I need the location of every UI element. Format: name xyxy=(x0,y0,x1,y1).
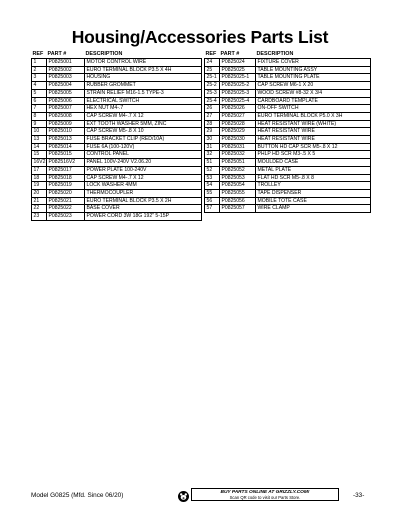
ref-cell: 54 xyxy=(205,182,220,190)
ref-cell: 3 xyxy=(32,74,47,82)
table-row xyxy=(205,112,371,120)
part-number-cell: P0825015 xyxy=(47,151,85,159)
part-number-cell: P0825051 xyxy=(220,159,256,167)
ref-cell: 31 xyxy=(205,143,220,151)
description-cell: CONTROL PANEL xyxy=(85,151,202,159)
table-row xyxy=(205,136,371,144)
description-cell: TABLE MOUNTING ASSY xyxy=(256,66,371,74)
column-header-ref: REF xyxy=(32,51,44,57)
description-cell: EURO TERMINAL BLOCK P3.5 X 4H xyxy=(85,66,202,74)
description-cell: POWER PLATE 100-240V xyxy=(85,166,202,174)
part-number-cell: P0825025 xyxy=(220,66,256,74)
table-row xyxy=(32,182,202,190)
ref-cell: 5 xyxy=(32,89,47,97)
ref-cell: 32 xyxy=(205,151,220,159)
column-header-part: PART # xyxy=(47,51,67,57)
part-number-cell: P0825025-1 xyxy=(220,74,256,82)
ref-cell: 25-2 xyxy=(205,82,220,90)
table-row xyxy=(32,89,202,97)
description-cell: POWER CORD 3W 18G 192" 5-15P xyxy=(85,213,202,221)
ref-cell: 25-4 xyxy=(205,97,220,105)
description-cell: HEAT RESISTANT WIRE xyxy=(256,136,371,144)
ref-cell: 25-3 xyxy=(205,89,220,97)
column-header-part: PART # xyxy=(220,51,240,57)
promo-subline: Scan QR code to visit our Parts Store. xyxy=(229,495,301,501)
ref-cell: 51 xyxy=(205,159,220,167)
table-row xyxy=(205,205,371,213)
table-row xyxy=(32,59,202,67)
description-cell: ELECTRICAL SWITCH xyxy=(85,97,202,105)
ref-cell: 24 xyxy=(205,59,220,67)
column-header-ref: REF xyxy=(205,51,217,57)
part-number-cell: P0825026 xyxy=(220,105,256,113)
ref-cell: 25 xyxy=(205,66,220,74)
table-row xyxy=(205,166,371,174)
ref-cell: 6 xyxy=(32,97,47,105)
part-number-cell: P0825056 xyxy=(220,197,256,205)
column-header-description: DESCRIPTION xyxy=(85,51,123,57)
table-row xyxy=(32,213,202,221)
ref-cell: 13 xyxy=(32,136,47,144)
table-row xyxy=(205,151,371,159)
part-number-cell: P0825025-4 xyxy=(220,97,256,105)
ref-cell: 29 xyxy=(205,128,220,136)
table-row xyxy=(205,159,371,167)
description-cell: HEX NUT M4-.7 xyxy=(85,105,202,113)
table-row xyxy=(32,151,202,159)
table-row xyxy=(205,174,371,182)
page-title: Housing/Accessories Parts List xyxy=(71,27,329,47)
table-row xyxy=(32,136,202,144)
part-number-cell: P0825023 xyxy=(47,213,85,221)
part-number-cell: P0825004 xyxy=(47,82,85,90)
footer-model-label: Model G0825 (Mfd. Since 06/20) xyxy=(31,492,124,499)
table-row xyxy=(32,120,202,128)
table-header-row xyxy=(205,51,371,59)
ref-cell: 55 xyxy=(205,189,220,197)
part-number-cell: P0825009 xyxy=(47,120,85,128)
description-cell: FLAT HD SCR M5-.8 X 8 xyxy=(256,174,371,182)
table-row xyxy=(205,89,371,97)
bear-logo-icon xyxy=(178,489,189,500)
ref-cell: 21 xyxy=(32,197,47,205)
ref-cell: 15 xyxy=(32,151,47,159)
table-row xyxy=(205,128,371,136)
ref-cell: 19 xyxy=(32,182,47,190)
table-row xyxy=(32,128,202,136)
part-number-cell: P0825055 xyxy=(220,189,256,197)
part-number-cell: P0825031 xyxy=(220,143,256,151)
ref-cell: 26 xyxy=(205,105,220,113)
description-cell: THERMOCOUPLER xyxy=(85,189,202,197)
ref-cell: 17 xyxy=(32,166,47,174)
ref-cell: 8 xyxy=(32,112,47,120)
part-number-cell: P0825025-3 xyxy=(220,89,256,97)
table-row xyxy=(32,143,202,151)
part-number-cell: P0825029 xyxy=(220,128,256,136)
ref-cell: 1 xyxy=(32,59,47,67)
part-number-cell: P0825010 xyxy=(47,128,85,136)
part-number-cell: P0825021 xyxy=(47,197,85,205)
description-cell: LOCK WASHER 4MM xyxy=(85,182,202,190)
table-row xyxy=(205,197,371,205)
table-row xyxy=(205,59,371,67)
description-cell: MOTOR CONTROL WIRE xyxy=(85,59,202,67)
parts-table-left xyxy=(31,51,202,221)
description-cell: PANEL 100V-240V V2.06.20 xyxy=(85,159,202,167)
description-cell: TAPE DISPENSER xyxy=(256,189,371,197)
ref-cell: 14 xyxy=(32,143,47,151)
ref-cell: 25-1 xyxy=(205,74,220,82)
description-cell: RUBBER GROMMET xyxy=(85,82,202,90)
table-row xyxy=(205,120,371,128)
table-header-row xyxy=(32,51,202,59)
table-row xyxy=(205,97,371,105)
part-number-cell: P0825006 xyxy=(47,97,85,105)
description-cell: CAP SCREW M4-.7 X 12 xyxy=(85,174,202,182)
promo-headline: BUY PARTS ONLINE AT GRIZZLY.COM! xyxy=(220,490,310,495)
parts-store-promo xyxy=(191,488,339,501)
part-number-cell: P0825005 xyxy=(47,89,85,97)
table-row xyxy=(32,197,202,205)
table-row xyxy=(205,182,371,190)
ref-cell: 23 xyxy=(32,213,47,221)
part-number-cell: P0825008 xyxy=(47,112,85,120)
description-cell: METAL PLATE xyxy=(256,166,371,174)
part-number-cell: P0825013 xyxy=(47,136,85,144)
ref-cell: 20 xyxy=(32,189,47,197)
ref-cell: 7 xyxy=(32,105,47,113)
description-cell: CAP SCREW M4-.7 X 12 xyxy=(85,112,202,120)
description-cell: CAP SCREW M6-1 X 20 xyxy=(256,82,371,90)
description-cell: BUTTON HD CAP SCR M5-.8 X 12 xyxy=(256,143,371,151)
part-number-cell: P0825030 xyxy=(220,136,256,144)
parts-table-right xyxy=(204,51,371,213)
column-header-description: DESCRIPTION xyxy=(256,51,294,57)
ref-cell: 57 xyxy=(205,205,220,213)
part-number-cell: P0825017 xyxy=(47,166,85,174)
parts-table-left-body xyxy=(32,59,202,221)
part-number-cell: P0825053 xyxy=(220,174,256,182)
part-number-cell: P0825054 xyxy=(220,182,256,190)
description-cell: HEAT RESISTANT WIRE xyxy=(256,128,371,136)
description-cell: EURO TERMINAL BLOCK P5.0 X 3H xyxy=(256,112,371,120)
part-number-cell: P0825014 xyxy=(47,143,85,151)
description-cell: EURO TERMINAL BLOCK P3.5 X 2H xyxy=(85,197,202,205)
table-row xyxy=(32,74,202,82)
part-number-cell: P0825025-2 xyxy=(220,82,256,90)
part-number-cell: P0825027 xyxy=(220,112,256,120)
description-cell: FIXTURE COVER xyxy=(256,59,371,67)
table-row xyxy=(32,166,202,174)
description-cell: FUSE 6A (100-120V) xyxy=(85,143,202,151)
table-row xyxy=(205,143,371,151)
description-cell: EXT TOOTH WASHER 5MM, ZINC xyxy=(85,120,202,128)
table-row xyxy=(205,82,371,90)
description-cell: HEAT RESISTANT WIRE (WHITE) xyxy=(256,120,371,128)
ref-cell: 10 xyxy=(32,128,47,136)
description-cell: TABLE MOUNTING PLATE xyxy=(256,74,371,82)
ref-cell: 22 xyxy=(32,205,47,213)
part-number-cell: P0825001 xyxy=(47,59,85,67)
ref-cell: 4 xyxy=(32,82,47,90)
table-row xyxy=(32,189,202,197)
part-number-cell: P0825002 xyxy=(47,66,85,74)
part-number-cell: P0825032 xyxy=(220,151,256,159)
description-cell: MOULDED CASE xyxy=(256,159,371,167)
description-cell: WIRE CLAMP xyxy=(256,205,371,213)
description-cell: CARDBOARD TEMPLATE xyxy=(256,97,371,105)
table-row xyxy=(32,82,202,90)
table-row xyxy=(32,112,202,120)
part-number-cell: P0825020 xyxy=(47,189,85,197)
part-number-cell: P0825052 xyxy=(220,166,256,174)
table-row xyxy=(32,105,202,113)
description-cell: MOBILE TOTE CASE xyxy=(256,197,371,205)
part-number-cell: P0825018 xyxy=(47,174,85,182)
part-number-cell: P0825003 xyxy=(47,74,85,82)
ref-cell: 16V2 xyxy=(33,159,46,166)
ref-cell: 2 xyxy=(32,66,47,74)
description-cell: STRAIN RELIEF M16-1.5 TYPE-3 xyxy=(85,89,202,97)
table-row xyxy=(205,189,371,197)
part-number-cell: P0825057 xyxy=(220,205,256,213)
description-cell: TROLLEY xyxy=(256,182,371,190)
table-row xyxy=(32,205,202,213)
ref-cell: 18 xyxy=(32,174,47,182)
table-row xyxy=(205,74,371,82)
table-row xyxy=(32,174,202,182)
part-number-cell: P0825007 xyxy=(47,105,85,113)
description-cell: PHLP HD SCR M3-.5 X 5 xyxy=(256,151,371,159)
ref-cell: 52 xyxy=(205,166,220,174)
description-cell: HOUSING xyxy=(85,74,202,82)
part-number-cell: P0825019 xyxy=(47,182,85,190)
ref-cell: 56 xyxy=(205,197,220,205)
table-row xyxy=(32,66,202,74)
ref-cell: 53 xyxy=(205,174,220,182)
table-row xyxy=(32,159,202,167)
ref-cell: 30 xyxy=(205,136,220,144)
page-number: -33- xyxy=(353,492,365,499)
description-cell: BASE COVER xyxy=(85,205,202,213)
description-cell: ON-OFF SWITCH xyxy=(256,105,371,113)
part-number-cell: P0825024 xyxy=(220,59,256,67)
ref-cell: 27 xyxy=(205,112,220,120)
part-number-cell: P0825028 xyxy=(220,120,256,128)
description-cell: CAP SCREW M5-.8 X 10 xyxy=(85,128,202,136)
description-cell: WOOD SCREW #8-32 X 3/4 xyxy=(256,89,371,97)
table-row xyxy=(205,66,371,74)
table-row xyxy=(205,105,371,113)
parts-table-right-body xyxy=(205,59,371,213)
ref-cell: 9 xyxy=(32,120,47,128)
table-row xyxy=(32,97,202,105)
ref-cell: 28 xyxy=(205,120,220,128)
description-cell: FUSE BRACKET CLIP (RED/10A) xyxy=(85,136,202,144)
part-number-cell: P0825022 xyxy=(47,205,85,213)
part-number-cell: P082516V2 xyxy=(47,159,85,167)
